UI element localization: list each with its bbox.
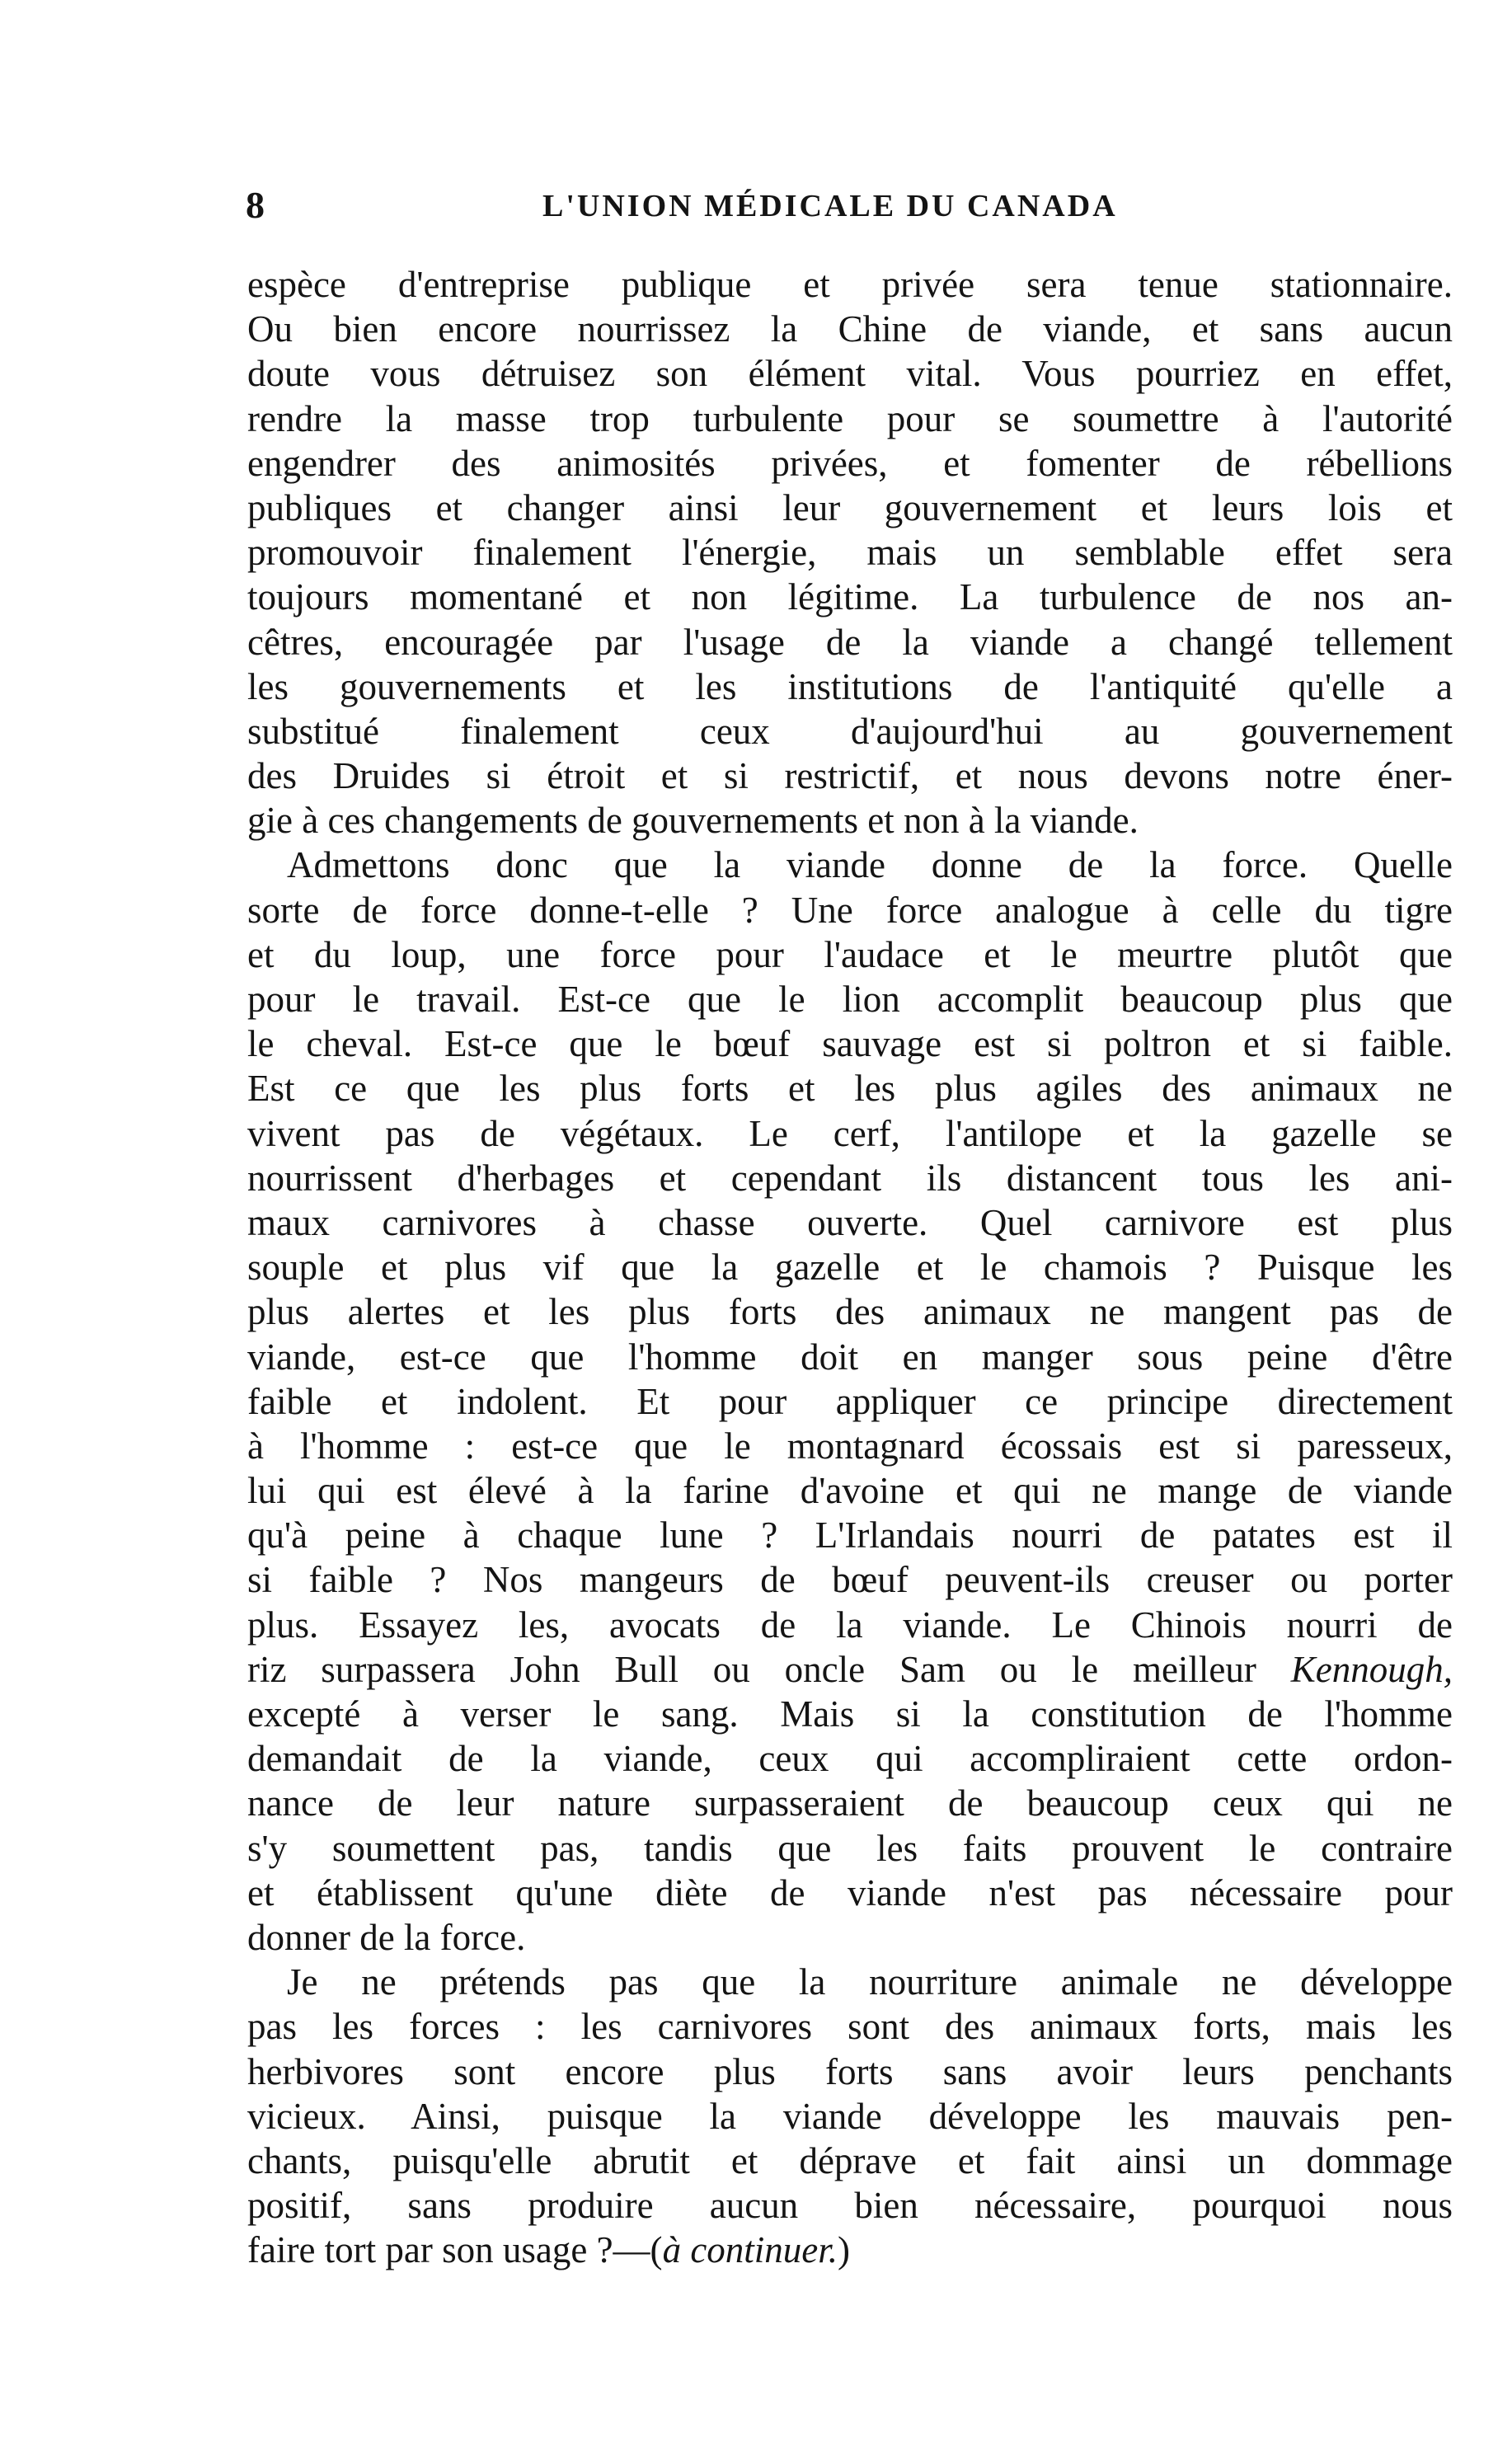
text-line: engendrer des animosités privées, et fomenter de rébellions — [247, 442, 1453, 484]
text-line: plus alertes et les plus forts des animaux ne mangent pas de — [247, 1291, 1453, 1333]
running-head: L'UNION MÉDICALE DU CANADA — [542, 189, 1118, 223]
text-line: substitué finalement ceux d'aujourd'hui au gouvernement — [247, 710, 1453, 752]
text-line: faible et indolent. Et pour appliquer ce principe directement — [247, 1380, 1453, 1422]
text-line: vivent pas de végétaux. Le cerf, l'antilope et la gazelle se — [247, 1112, 1453, 1154]
text-line: les gouvernements et les institutions de l'antiquité qu'elle a — [247, 665, 1453, 707]
text-line: s'y soumettent pas, tandis que les faits prouvent le contraire — [247, 1827, 1453, 1869]
text-line: espèce d'entreprise publique et privée sera tenue stationnaire. — [247, 264, 1453, 305]
text-line: des Druides si étroit et si restrictif, et nous devons notre éner- — [247, 755, 1453, 797]
text-line: vicieux. Ainsi, puisque la viande développe les mauvais pen- — [247, 2095, 1453, 2137]
text-line: viande, est-ce que l'homme doit en manger sous peine d'être — [247, 1336, 1453, 1378]
text-line: Je ne prétends pas que la nourriture animale ne développe — [287, 1961, 1453, 2003]
text-line: promouvoir finalement l'énergie, mais un semblable effet sera — [247, 532, 1453, 574]
text-line: sorte de force donne-t-elle ? Une force analogue à celle du tigre — [247, 889, 1453, 931]
text-fragment: riz surpassera John Bull ou oncle Sam ou le meilleur — [247, 1648, 1291, 1690]
text-line: Admettons donc que la viande donne de la force. Quelle — [287, 844, 1453, 886]
text-line — [247, 2228, 1453, 2272]
text-line: le cheval. Est-ce que le bœuf sauvage est si poltron et si faible. — [247, 1023, 1453, 1065]
text-line: doute vous détruisez son élément vital. Vous pourriez en effet, — [247, 353, 1453, 395]
paragraph-2 — [247, 843, 1453, 1960]
text-line — [247, 1647, 1453, 1692]
text-line: Ou bien encore nourrissez la Chine de viande, et sans aucun — [247, 308, 1453, 350]
text-line: herbivores sont encore plus forts sans avoir leurs penchants — [247, 2050, 1453, 2092]
text-line: qu'à peine à chaque lune ? L'Irlandais nourri de patates est il — [247, 1514, 1453, 1557]
text-line: lui qui est élevé à la farine d'avoine et qui ne mange de viande — [247, 1470, 1453, 1512]
italic-fragment: à continuer. — [662, 2229, 838, 2271]
text-line: publiques et changer ainsi leur gouvernement et leurs lois et — [247, 486, 1453, 528]
text-line: si faible ? Nos mangeurs de bœuf peuvent-ils creuser ou porter — [247, 1559, 1453, 1601]
text-line: excepté à verser le sang. Mais si la constitution de l'homme — [247, 1693, 1453, 1735]
page-number: 8 — [246, 184, 265, 226]
italic-fragment: Kennough, — [1290, 1648, 1453, 1690]
text-line: plus. Essayez les, avocats de la viande. Le Chinois nourri de — [247, 1604, 1453, 1646]
text-line: demandait de la viande, ceux qui accompliraient cette ordon- — [247, 1738, 1453, 1780]
text-line: chants, puisqu'elle abrutit et déprave et fait ainsi un dommage — [247, 2139, 1453, 2181]
text-line: pas les forces : les carnivores sont des animaux forts, mais les — [247, 2006, 1453, 2048]
text-line: souple et plus vif que la gazelle et le chamois ? Puisque les — [247, 1247, 1453, 1289]
text-line: cêtres, encouragée par l'usage de la viande a changé tellement — [247, 621, 1453, 663]
paragraph-1 — [247, 262, 1453, 843]
page-header — [246, 183, 1169, 232]
text-line: rendre la masse trop turbulente pour se soumettre à l'autorité — [247, 397, 1453, 439]
text-line: et établissent qu'une diète de viande n'est pas nécessaire pour — [247, 1871, 1453, 1913]
text-line: et du loup, une force pour l'audace et le meurtre plutôt que — [247, 933, 1453, 975]
text-line: maux carnivores à chasse ouverte. Quel carnivore est plus — [247, 1201, 1453, 1243]
text-line: Est ce que les plus forts et les plus agiles des animaux ne — [247, 1068, 1453, 1110]
text-fragment: ) — [838, 2229, 851, 2271]
text-line: à l'homme : est-ce que le montagnard écossais est si paresseux, — [247, 1425, 1453, 1467]
text-line: gie à ces changements de gouvernements et non à la viande. — [247, 800, 1139, 842]
text-line: donner de la force. — [247, 1916, 526, 1958]
text-line: positif, sans produire aucun bien nécessaire, pourquoi nous — [247, 2185, 1453, 2227]
text-line: nourrissent d'herbages et cependant ils distancent tous les ani- — [247, 1157, 1453, 1199]
paragraph-3 — [247, 1960, 1453, 2272]
text-line: toujours momentané et non légitime. La turbulence de nos an- — [247, 576, 1453, 618]
text-line: pour le travail. Est-ce que le lion accomplit beaucoup plus que — [247, 979, 1453, 1020]
text-line: nance de leur nature surpasseraient de beaucoup ceux qui ne — [247, 1782, 1453, 1824]
body-text — [247, 262, 1453, 2272]
text-fragment: faire tort par son usage ?—( — [247, 2229, 663, 2271]
